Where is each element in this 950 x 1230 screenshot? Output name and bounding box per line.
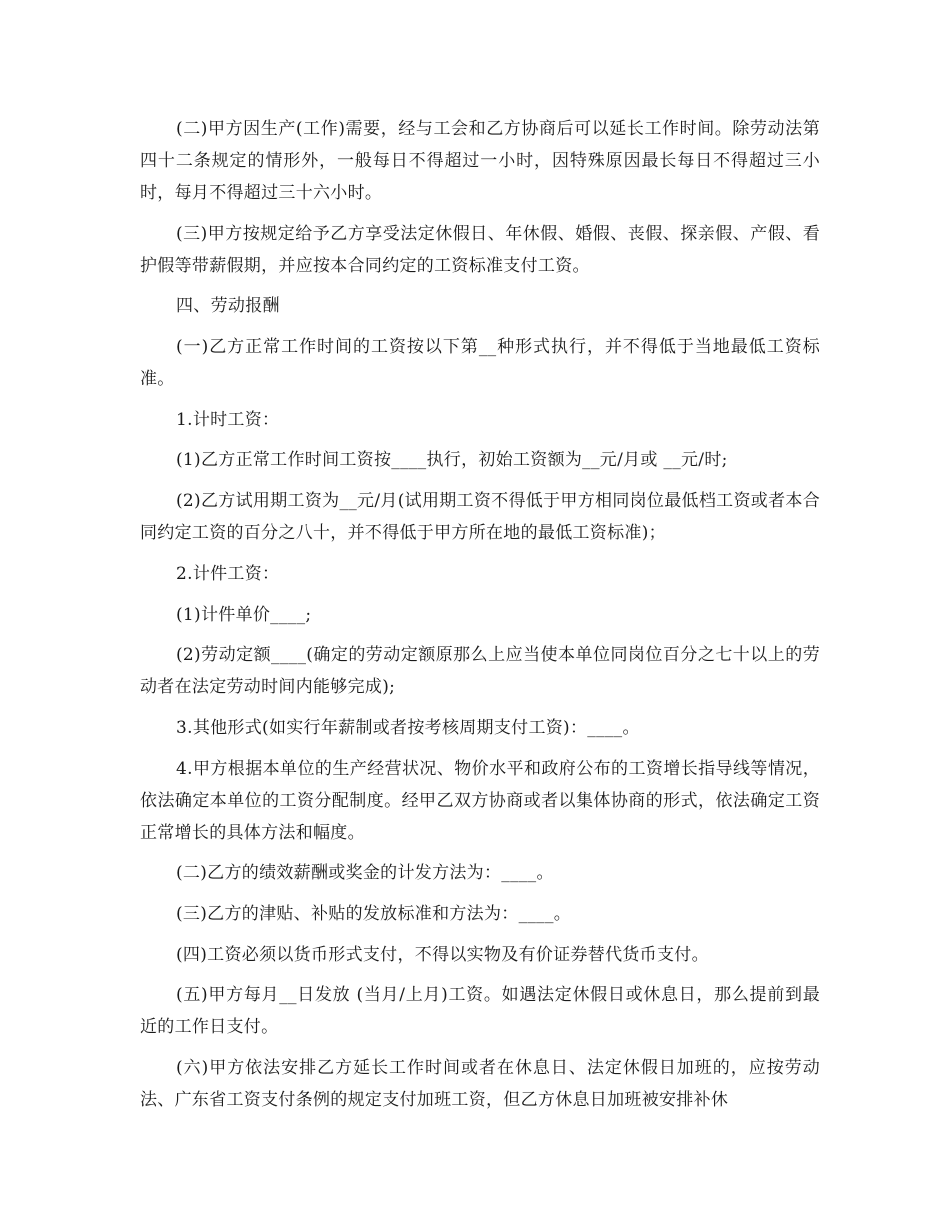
- paragraph-payday: (五)甲方每月__日发放 (当月/上月)工资。如遇法定休假日或休息日，那么提前到最近的工作日支付。: [140, 985, 820, 1038]
- document-body: [140, 113, 820, 1125]
- paragraph-currency-payment: (四)工资必须以货币形式支付，不得以实物及有价证券替代货币支付。: [176, 944, 709, 965]
- item-other-forms: 3.其他形式(如实行年薪制或者按考核周期支付工资)：____。: [176, 717, 640, 738]
- item-probation-wage: (2)乙方试用期工资为__元/月(试用期工资不得低于甲方相同岗位最低档工资或者本合同约定工资的百分之八十，并不得低于甲方所在地的最低工资标准)；: [140, 491, 820, 544]
- paragraph-overtime-pay: (六)甲方依法安排乙方延长工作时间或者在休息日、法定休假日加班的，应按劳动法、广东省工资支付条例的规定支付加班工资，但乙方休息日加班被安排补休: [140, 1058, 820, 1110]
- item-labor-quota: (2)劳动定额____(确定的劳动定额原那么上应当使本单位同岗位百分之七十以上的劳动者在法定劳动时间内能够完成);: [140, 645, 820, 698]
- paragraph-overtime-rules: (二)甲方因生产(工作)需要，经与工会和乙方协商后可以延长工作时间。除劳动法第四十二条规定的情形外，一般每日不得超过一小时，因特殊原因最长每日不得超过三小时，每月不得超过三十六小时。: [140, 119, 820, 203]
- section-heading-remuneration: 四、劳动报酬: [176, 296, 280, 317]
- item-piece-unit-price: (1)计件单价____;: [176, 604, 312, 625]
- item-normal-wage: (1)乙方正常工作时间工资按____执行，初始工资额为__元/月或 __元/时;: [176, 450, 728, 471]
- paragraph-allowances: (三)乙方的津贴、补贴的发放标准和方法为：____。: [176, 903, 572, 924]
- paragraph-paid-leave: (三)甲方按规定给予乙方享受法定休假日、年休假、婚假、丧假、探亲假、产假、看护假等带薪假期，并应按本合同约定的工资标准支付工资。: [140, 223, 820, 276]
- item-wage-distribution: 4.甲方根据本单位的生产经营状况、物价水平和政府公布的工资增长指导线等情况，依法确定本单位的工资分配制度。经甲乙双方协商或者以集体协商的形式，依法确定工资正常增长的具体方法和幅度。: [140, 758, 820, 843]
- paragraph-wage-form: (一)乙方正常工作时间的工资按以下第__种形式执行，并不得低于当地最低工资标准。: [140, 337, 820, 390]
- paragraph-performance-pay: (二)乙方的绩效薪酬或奖金的计发方法为：____。: [176, 863, 554, 884]
- item-time-wage: 1.计时工资：: [176, 409, 280, 430]
- item-piece-wage: 2.计件工资：: [176, 563, 280, 584]
